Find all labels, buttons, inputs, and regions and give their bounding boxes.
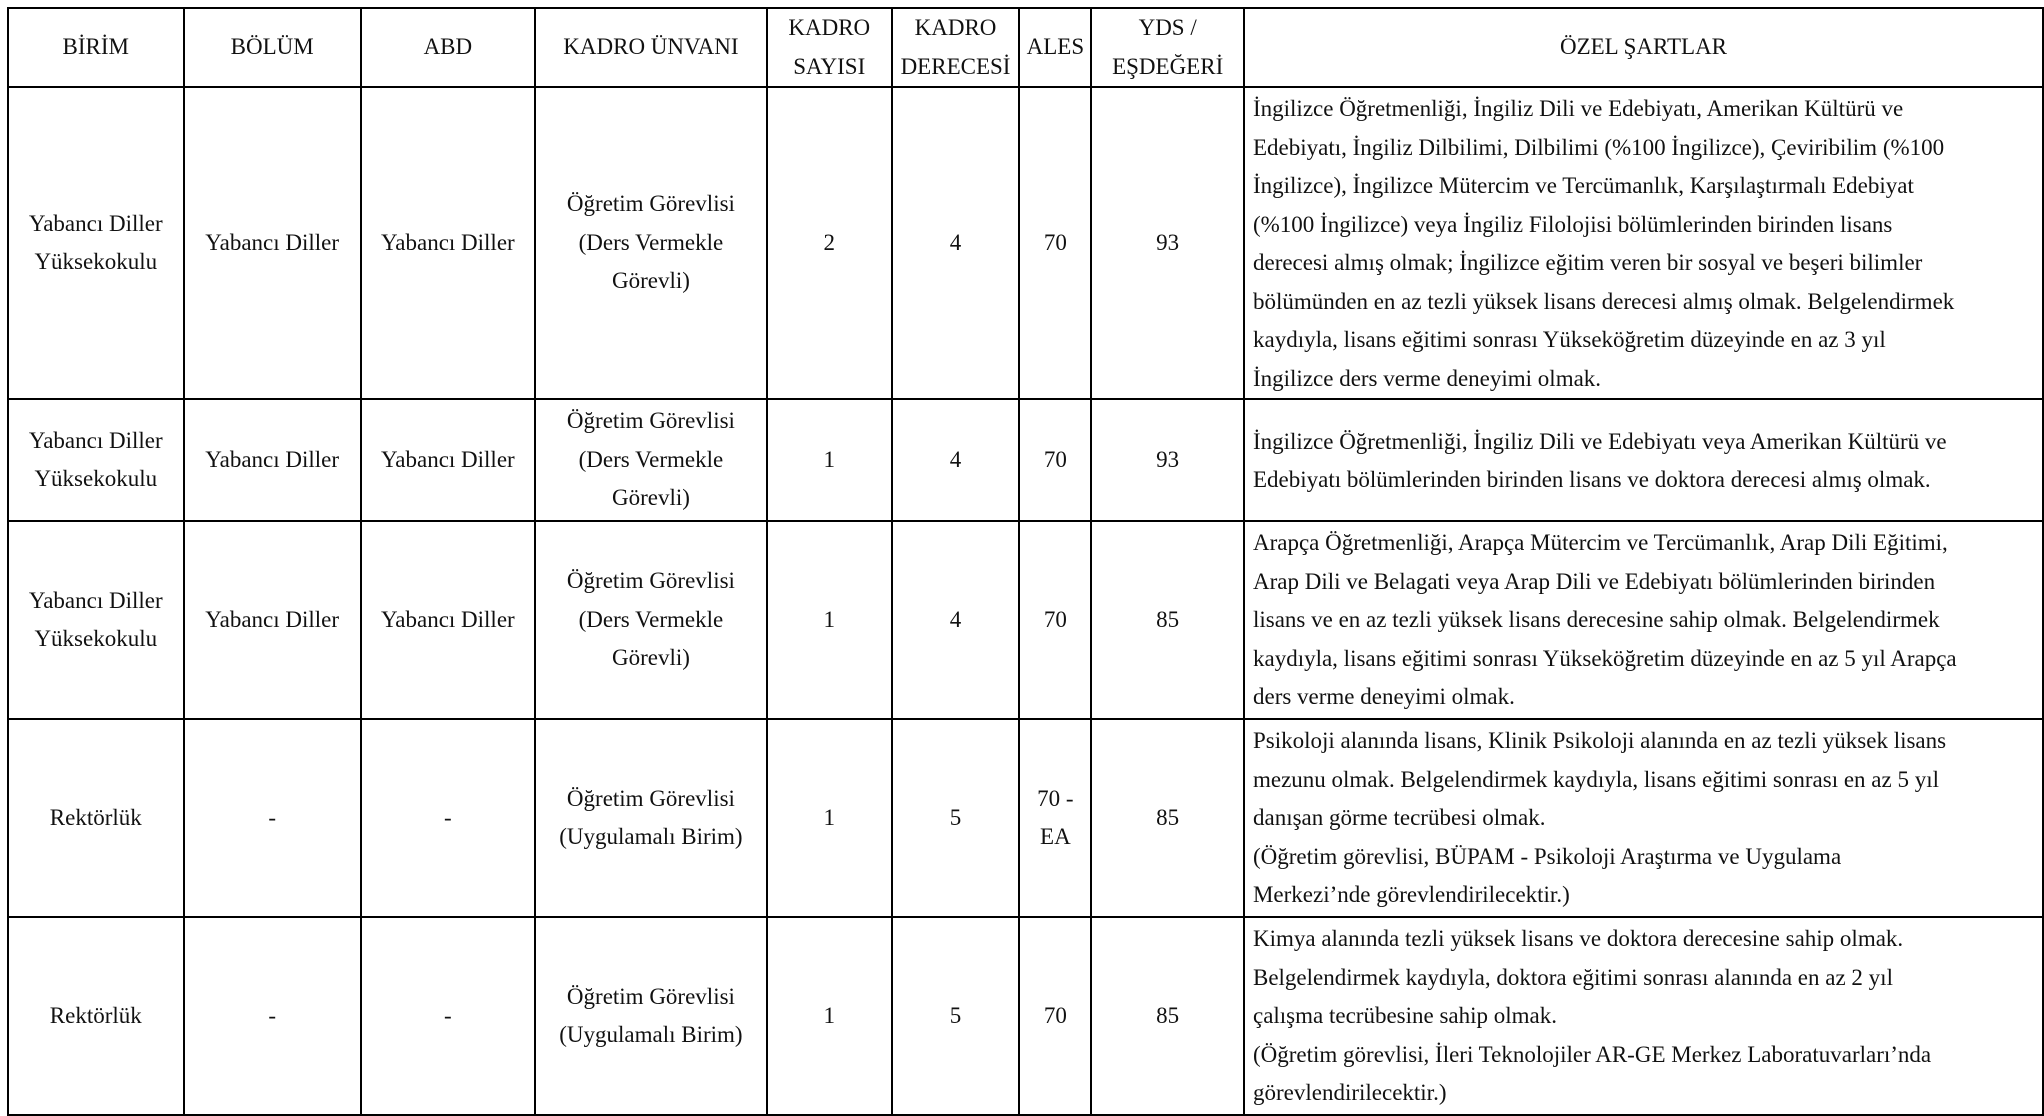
cell-line: Görevli) xyxy=(611,268,690,294)
cell-yds: 93 xyxy=(1091,87,1244,399)
cell-kadro-unvani xyxy=(535,917,767,1115)
requirement-line: İngilizce ders verme deneyimi olmak. xyxy=(1252,365,1602,391)
cell-line: Öğretim Görevlisi xyxy=(566,408,735,434)
cell-line: Görevli) xyxy=(611,485,690,511)
cell-kadro-sayisi: 1 xyxy=(767,521,892,719)
cell-ales xyxy=(1019,87,1091,399)
table-row xyxy=(8,719,2043,917)
cell-line: Öğretim Görevlisi xyxy=(566,983,735,1009)
requirement-line: Kimya alanında tezli yüksek lisans ve doktora derecesine sahip olmak. xyxy=(1252,926,1904,951)
cell-ales xyxy=(1019,917,1091,1115)
cell-yds: 93 xyxy=(1091,399,1244,521)
cell-line: Öğretim Görevlisi xyxy=(566,568,735,594)
cell-abd: Yabancı Diller xyxy=(361,399,535,521)
requirement-line: bölümünden en az tezli yüksek lisans derecesi almış olmak. Belgelendirmek xyxy=(1252,288,1955,314)
requirement-line: Arapça Öğretmenliği, Arapça Mütercim ve Tercümanlık, Arap Dili Eğitimi, xyxy=(1252,530,1948,555)
header-ozel-sartlar: ÖZEL ŞARTLAR xyxy=(1244,8,2043,87)
cell-ozel-sartlar xyxy=(1244,87,2043,399)
cell-line: Yüksekokulu xyxy=(34,249,158,274)
cell-kadro-unvani xyxy=(535,521,767,719)
cell-kadro-derecesi: 5 xyxy=(892,917,1020,1115)
cell-line: (Uygulamalı Birim) xyxy=(559,824,743,849)
cell-kadro-sayisi: 1 xyxy=(767,719,892,917)
cell-yds: 85 xyxy=(1091,719,1244,917)
header-line: YDS / xyxy=(1138,15,1197,40)
requirement-line: Arap Dili ve Belagati veya Arap Dili ve Edebiyatı bölümlerinden birinden xyxy=(1252,568,1936,594)
table-row xyxy=(8,399,2043,521)
header-kadro-unvani: KADRO ÜNVANI xyxy=(535,8,767,87)
cell-kadro-unvani xyxy=(535,87,767,399)
cell-ozel-sartlar xyxy=(1244,399,2043,521)
cell-kadro-unvani xyxy=(535,719,767,917)
header-birim: BİRİM xyxy=(8,8,184,87)
cell-kadro-sayisi: 1 xyxy=(767,399,892,521)
cell-kadro-derecesi: 4 xyxy=(892,399,1020,521)
table-row xyxy=(8,521,2043,719)
cell-line: (Uygulamalı Birim) xyxy=(559,1022,743,1047)
requirement-line: Belgelendirmek kaydıyla, doktora eğitimi sonrası alanında en az 2 yıl xyxy=(1252,964,1893,990)
cell-line: 70 xyxy=(1043,229,1067,255)
cell-kadro-derecesi: 4 xyxy=(892,521,1020,719)
cell-bolum: Yabancı Diller xyxy=(184,521,361,719)
cell-kadro-derecesi: 5 xyxy=(892,719,1020,917)
cell-kadro-sayisi: 1 xyxy=(767,917,892,1115)
cell-line: Yabancı Diller xyxy=(28,427,163,453)
cell-abd: Yabancı Diller xyxy=(361,521,535,719)
cell-line: (Ders Vermekle xyxy=(578,446,724,472)
cell-ozel-sartlar xyxy=(1244,521,2043,719)
table-row xyxy=(8,917,2043,1115)
cell-line: 70 xyxy=(1043,1002,1067,1028)
requirement-line: ders verme deneyimi olmak. xyxy=(1252,684,1515,709)
cell-birim xyxy=(8,521,184,719)
cell-birim xyxy=(8,719,184,917)
cell-yds: 85 xyxy=(1091,917,1244,1115)
cell-ales xyxy=(1019,719,1091,917)
cell-ales xyxy=(1019,399,1091,521)
cell-line: 70 xyxy=(1043,446,1067,472)
cell-line: Yüksekokulu xyxy=(34,626,158,651)
cell-line: Rektörlük xyxy=(49,804,142,830)
requirement-line: danışan görme tecrübesi olmak. xyxy=(1252,805,1546,830)
cell-line: Öğretim Görevlisi xyxy=(566,785,735,811)
requirement-line: derecesi almış olmak; İngilizce eğitim veren bir sosyal ve beşeri bilimler xyxy=(1252,250,1923,275)
header-yds xyxy=(1091,8,1244,87)
cell-bolum: - xyxy=(184,719,361,917)
cell-abd: - xyxy=(361,917,535,1115)
cell-birim xyxy=(8,917,184,1115)
header-kadro-sayisi xyxy=(767,8,892,87)
cell-kadro-sayisi: 2 xyxy=(767,87,892,399)
requirement-line: İngilizce Öğretmenliği, İngiliz Dili ve Edebiyatı veya Amerikan Kültürü ve xyxy=(1252,428,1947,454)
cell-yds: 85 xyxy=(1091,521,1244,719)
cell-kadro-unvani xyxy=(535,399,767,521)
requirement-line: (%100 İngilizce) veya İngiliz Filolojisi bölümlerinden birinden lisans xyxy=(1252,211,1893,237)
header-row xyxy=(8,8,2043,87)
header-line: SAYISI xyxy=(793,53,866,79)
header-line: DERECESİ xyxy=(900,53,1011,79)
cell-line: Görevli) xyxy=(611,645,690,671)
header-kadro-derecesi xyxy=(892,8,1020,87)
requirement-line: (Öğretim görevlisi, İleri Teknolojiler AR-GE Merkez Laboratuvarları’nda xyxy=(1252,1041,1932,1067)
requirement-line: lisans ve en az tezli yüksek lisans derecesine sahip olmak. Belgelendirmek xyxy=(1252,607,1940,632)
header-line: KADRO xyxy=(788,15,871,40)
cell-line: Rektörlük xyxy=(49,1002,142,1028)
header-bolum: BÖLÜM xyxy=(184,8,361,87)
cell-abd: Yabancı Diller xyxy=(361,87,535,399)
header-line: KADRO xyxy=(914,15,997,40)
requirement-line: Edebiyatı, İngiliz Dilbilimi, Dilbilimi (%100 İngilizce), Çeviribilim (%100 xyxy=(1252,134,1945,160)
header-line: EŞDEĞERİ xyxy=(1112,53,1224,79)
cell-ales xyxy=(1019,521,1091,719)
cell-bolum: Yabancı Diller xyxy=(184,399,361,521)
cell-line: Yabancı Diller xyxy=(28,210,163,236)
requirement-line: İngilizce Öğretmenliği, İngiliz Dili ve Edebiyatı, Amerikan Kültürü ve xyxy=(1252,96,1904,121)
cell-line: EA xyxy=(1040,824,1071,849)
requirement-line: kaydıyla, lisans eğitimi sonrası Yükseköğretim düzeyinde en az 3 yıl xyxy=(1252,327,1886,352)
cell-birim xyxy=(8,399,184,521)
cell-line: Yabancı Diller xyxy=(28,587,163,613)
requirement-line: Psikoloji alanında lisans, Klinik Psikoloji alanında en az tezli yüksek lisans xyxy=(1252,728,1947,753)
requirement-line: Edebiyatı bölümlerinden birinden lisans ve doktora derecesi almış olmak. xyxy=(1252,467,1931,492)
cell-line: 70 - xyxy=(1037,785,1074,811)
cell-birim xyxy=(8,87,184,399)
requirement-line: kaydıyla, lisans eğitimi sonrası Yükseköğretim düzeyinde en az 5 yıl Arapça xyxy=(1252,645,1957,671)
cell-line: (Ders Vermekle xyxy=(578,229,724,255)
cell-line: (Ders Vermekle xyxy=(578,606,724,632)
requirement-line: İngilizce), İngilizce Mütercim ve Tercümanlık, Karşılaştırmalı Edebiyat xyxy=(1252,173,1914,198)
requirement-line: mezunu olmak. Belgelendirmek kaydıyla, lisans eğitimi sonrası en az 5 yıl xyxy=(1252,766,1939,792)
requirement-line: çalışma tecrübesine sahip olmak. xyxy=(1252,1003,1557,1028)
header-ales: ALES xyxy=(1019,8,1091,87)
table-row xyxy=(8,87,2043,399)
requirement-line: görevlendirilecektir.) xyxy=(1252,1080,1447,1105)
cell-line: Öğretim Görevlisi xyxy=(566,191,735,217)
header-abd: ABD xyxy=(361,8,535,87)
requirement-line: (Öğretim görevlisi, BÜPAM - Psikoloji Araştırma ve Uygulama xyxy=(1252,843,1842,869)
cell-ozel-sartlar xyxy=(1244,917,2043,1115)
cell-line: 70 xyxy=(1043,606,1067,632)
cell-kadro-derecesi: 4 xyxy=(892,87,1020,399)
staff-positions-table xyxy=(7,7,2044,1116)
cell-bolum: - xyxy=(184,917,361,1115)
cell-bolum: Yabancı Diller xyxy=(184,87,361,399)
cell-ozel-sartlar xyxy=(1244,719,2043,917)
cell-line: Yüksekokulu xyxy=(34,466,158,491)
cell-abd: - xyxy=(361,719,535,917)
requirement-line: Merkezi’nde görevlendirilecektir.) xyxy=(1252,882,1570,907)
